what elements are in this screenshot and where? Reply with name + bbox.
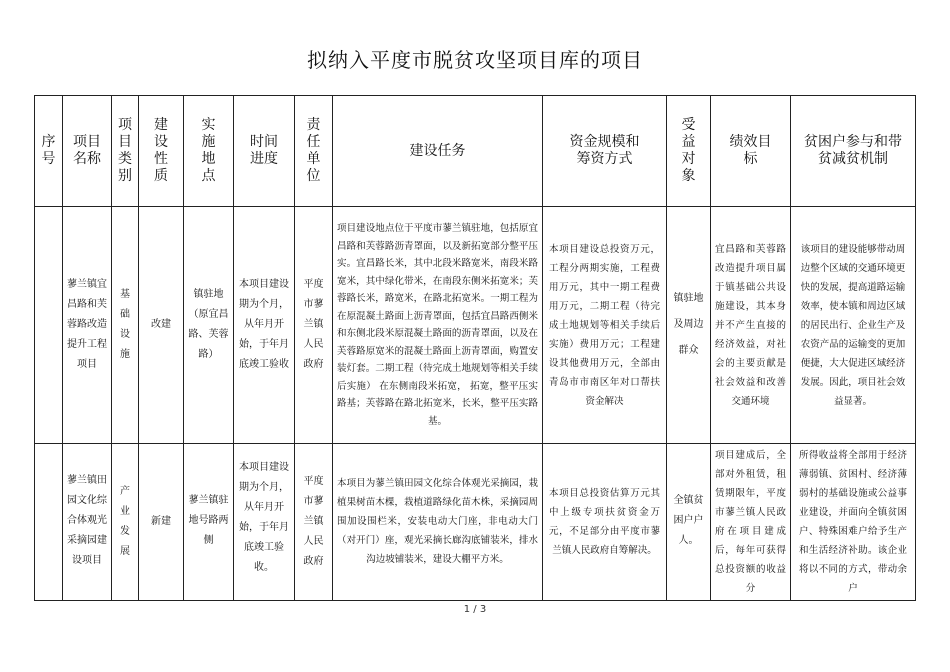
cell-seq <box>35 207 63 444</box>
table-row <box>35 444 916 601</box>
cell-name: 蓼兰镇宜昌路和芙蓉路改造提升工程项目 <box>63 207 112 444</box>
header-category: 项目类别 <box>112 96 139 207</box>
document-title: 拟纳入平度市脱贫攻坚项目库的项目 <box>307 48 643 72</box>
cell-beneficiary: 镇驻地及周边群众 <box>667 207 711 444</box>
header-task: 建设任务 <box>333 96 543 207</box>
header-nature: 建设性质 <box>139 96 184 207</box>
header-beneficiary: 受益对象 <box>667 96 711 207</box>
header-poverty: 贫困户参与和带贫减贫机制 <box>791 96 916 207</box>
header-name: 项目名称 <box>63 96 112 207</box>
cell-seq <box>35 444 63 601</box>
cell-poverty: 该项目的建设能够带动周边整个区域的交通环境更快的发展，提高道路运输效率，使本镇和周边区域的居民出行、企业生产及农资产品的运输变的更加便捷，大大促进区域经济发展。因此，项目社会效益显著。 <box>791 207 916 444</box>
header-row <box>35 96 916 207</box>
header-schedule: 时间进度 <box>234 96 295 207</box>
cell-task: 项目建设地点位于平度市蓼兰镇驻地，包括原宜昌路和芙蓉路沥青罩面，以及新拓宽部分整平压实。宜昌路长米，其中北段米路宽米，南段米路宽米，其中绿化带米，在南段东侧米拓宽米；芙蓉路长米，路宽米，在路北拓宽米。一期工程为在原混凝土路面上沥青罩面，包括宜昌路西侧米和东侧北段米原混凝土路面的沥青罩面，以及在芙蓉路原宽米的混凝土路面上沥青罩面，购置安装灯套。二期工程（待完成土地规划等相关手续后实施） 在东侧南段米拓宽， 拓宽，整平压实路基；芙蓉路在路北拓宽米，长米，整平压实路基。 <box>333 207 543 444</box>
cell-responsible: 平度市蓼兰镇人民政府 <box>295 207 333 444</box>
cell-nature: 改建 <box>139 207 184 444</box>
cell-goal: 宜昌路和芙蓉路改造提升项目属于镇基础公共设施建设，其本身并不产生直接的经济效益，对社会的主要贡献是社会效益和改善交通环境 <box>711 207 791 444</box>
cell-beneficiary: 全镇贫困户户人。 <box>667 444 711 601</box>
header-goal: 绩效目标 <box>711 96 791 207</box>
cell-category: 基础设施 <box>112 207 139 444</box>
header-funding: 资金规模和筹资方式 <box>543 96 667 207</box>
header-seq: 序号 <box>35 96 63 207</box>
cell-name: 蓼兰镇田园文化综合体观光采摘园建设项目 <box>63 444 112 601</box>
cell-goal: 项目建成后，全部对外租赁，租赁期限年，平度市蓼兰镇人民政府在项目建成后，每年可获得总投资额的收益分 <box>711 444 791 601</box>
cell-location: 蓼兰镇驻地号路两侧 <box>184 444 234 601</box>
cell-funding: 本项目总投资估算万元其中上级专项扶贫资金万元，不足部分由平度市蓼兰镇人民政府自筹解决。 <box>543 444 667 601</box>
header-location: 实施地点 <box>184 96 234 207</box>
cell-task: 本项目为蓼兰镇田园文化综合体观光采摘园，栽植果树苗木棵，栽植道路绿化苗木株，采摘园周围加设围栏米，安装电动大门座，非电动大门（对开门）座，观光采摘长廊沟底铺装米，排水沟边坡铺装米，建设大棚平方米。 <box>333 444 543 601</box>
table-row <box>35 207 916 444</box>
cell-funding: 本项目建设总投资万元，工程分两期实施，工程费用万元，其中一期工程费用万元，二期工程（待完成土地规划等相关手续后实施）费用万元；工程建设其他费用万元，全部由青岛市市南区年对口帮扶资金解决 <box>543 207 667 444</box>
header-responsible: 责任单位 <box>295 96 333 207</box>
cell-poverty: 所得收益将全部用于经济薄弱镇、贫困村、经济薄弱村的基础设施或公益事业建设，并面向全镇贫困户、特殊困难户给予生产和生活经济补助。该企业将以不同的方式，带动余户 <box>791 444 916 601</box>
cell-responsible: 平度市蓼兰镇人民政府 <box>295 444 333 601</box>
cell-schedule: 本项目建设期为个月，从年月开始，于年月底竣工验收。 <box>234 444 295 601</box>
project-table <box>34 95 916 601</box>
cell-schedule: 本项目建设期为个月，从年月开始，于年月底竣工验收 <box>234 207 295 444</box>
cell-category: 产业发展 <box>112 444 139 601</box>
page-number: 1 / 3 <box>463 604 487 615</box>
cell-location: 镇驻地（原宜昌路、芙蓉路） <box>184 207 234 444</box>
cell-nature: 新建 <box>139 444 184 601</box>
